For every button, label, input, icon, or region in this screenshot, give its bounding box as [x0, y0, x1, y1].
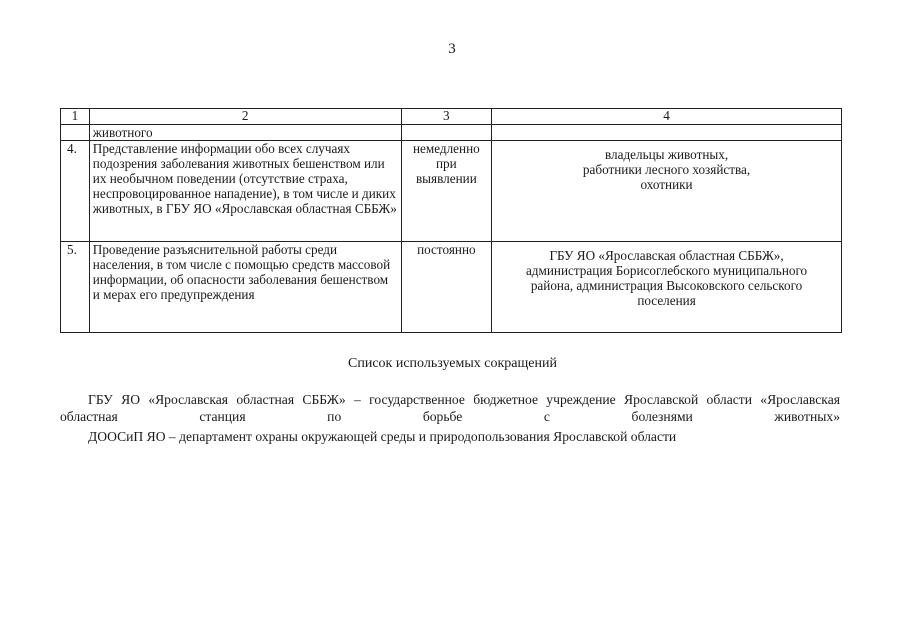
abbreviations-title: Список используемых сокращений — [348, 356, 557, 371]
row-number: 5. — [61, 242, 90, 333]
activity-cell: Представление информации обо всех случаях подозрения заболевания животных бешенством или их необычном поведении (отсутствие страха, неспровоцированное нападение), в том числе и диких животных, в ГБУ ЯО «Ярославская областная СББЖ» — [89, 141, 401, 242]
abbreviation-item: ГБУ ЯО «Ярославская областная СББЖ» – государственное бюджетное учреждение Ярославской области «Ярославская областная станция по борьбе с болезнями животных» — [60, 392, 840, 424]
table-header-row — [61, 109, 842, 125]
responsible-cell — [492, 141, 842, 242]
responsible-line: района, администрация Высоковского сельского — [530, 278, 803, 293]
header-cell-3: 3 — [401, 109, 492, 125]
term-cell: постоянно — [401, 242, 492, 333]
continuation-activity-cell: животного — [89, 125, 401, 141]
responsible-line: ГБУ ЯО «Ярославская областная СББЖ», — [549, 248, 784, 263]
row-number: 4. — [61, 141, 90, 242]
abbreviation-item: ДООСиП ЯО – департамент охраны окружающей среды и природопользования Ярославской области — [88, 429, 677, 444]
measures-table — [60, 108, 842, 333]
responsible-cell — [492, 242, 842, 333]
responsible-line: работники лесного хозяйства, — [582, 162, 751, 177]
term-cell: немедленно при выявлении — [401, 141, 492, 242]
responsible-line: владельцы животных, — [604, 147, 729, 162]
responsible-line: охотники — [640, 177, 693, 192]
continuation-responsible-cell — [492, 125, 842, 141]
page-number: 3 — [448, 41, 456, 57]
table-row-continuation — [61, 125, 842, 141]
activity-cell: Проведение разъяснительной работы среди населения, в том числе с помощью средств массовой информации, об опасности заболевания бешенством и мерах его предупреждения — [89, 242, 401, 333]
header-cell-4: 4 — [492, 109, 842, 125]
responsible-line: поселения — [637, 293, 696, 308]
table-row — [61, 141, 842, 242]
header-cell-2: 2 — [89, 109, 401, 125]
header-cell-1: 1 — [61, 109, 90, 125]
continuation-term-cell — [401, 125, 492, 141]
continuation-num-cell — [61, 125, 90, 141]
table-row — [61, 242, 842, 333]
responsible-line: администрация Борисоглебского муниципального — [525, 263, 808, 278]
